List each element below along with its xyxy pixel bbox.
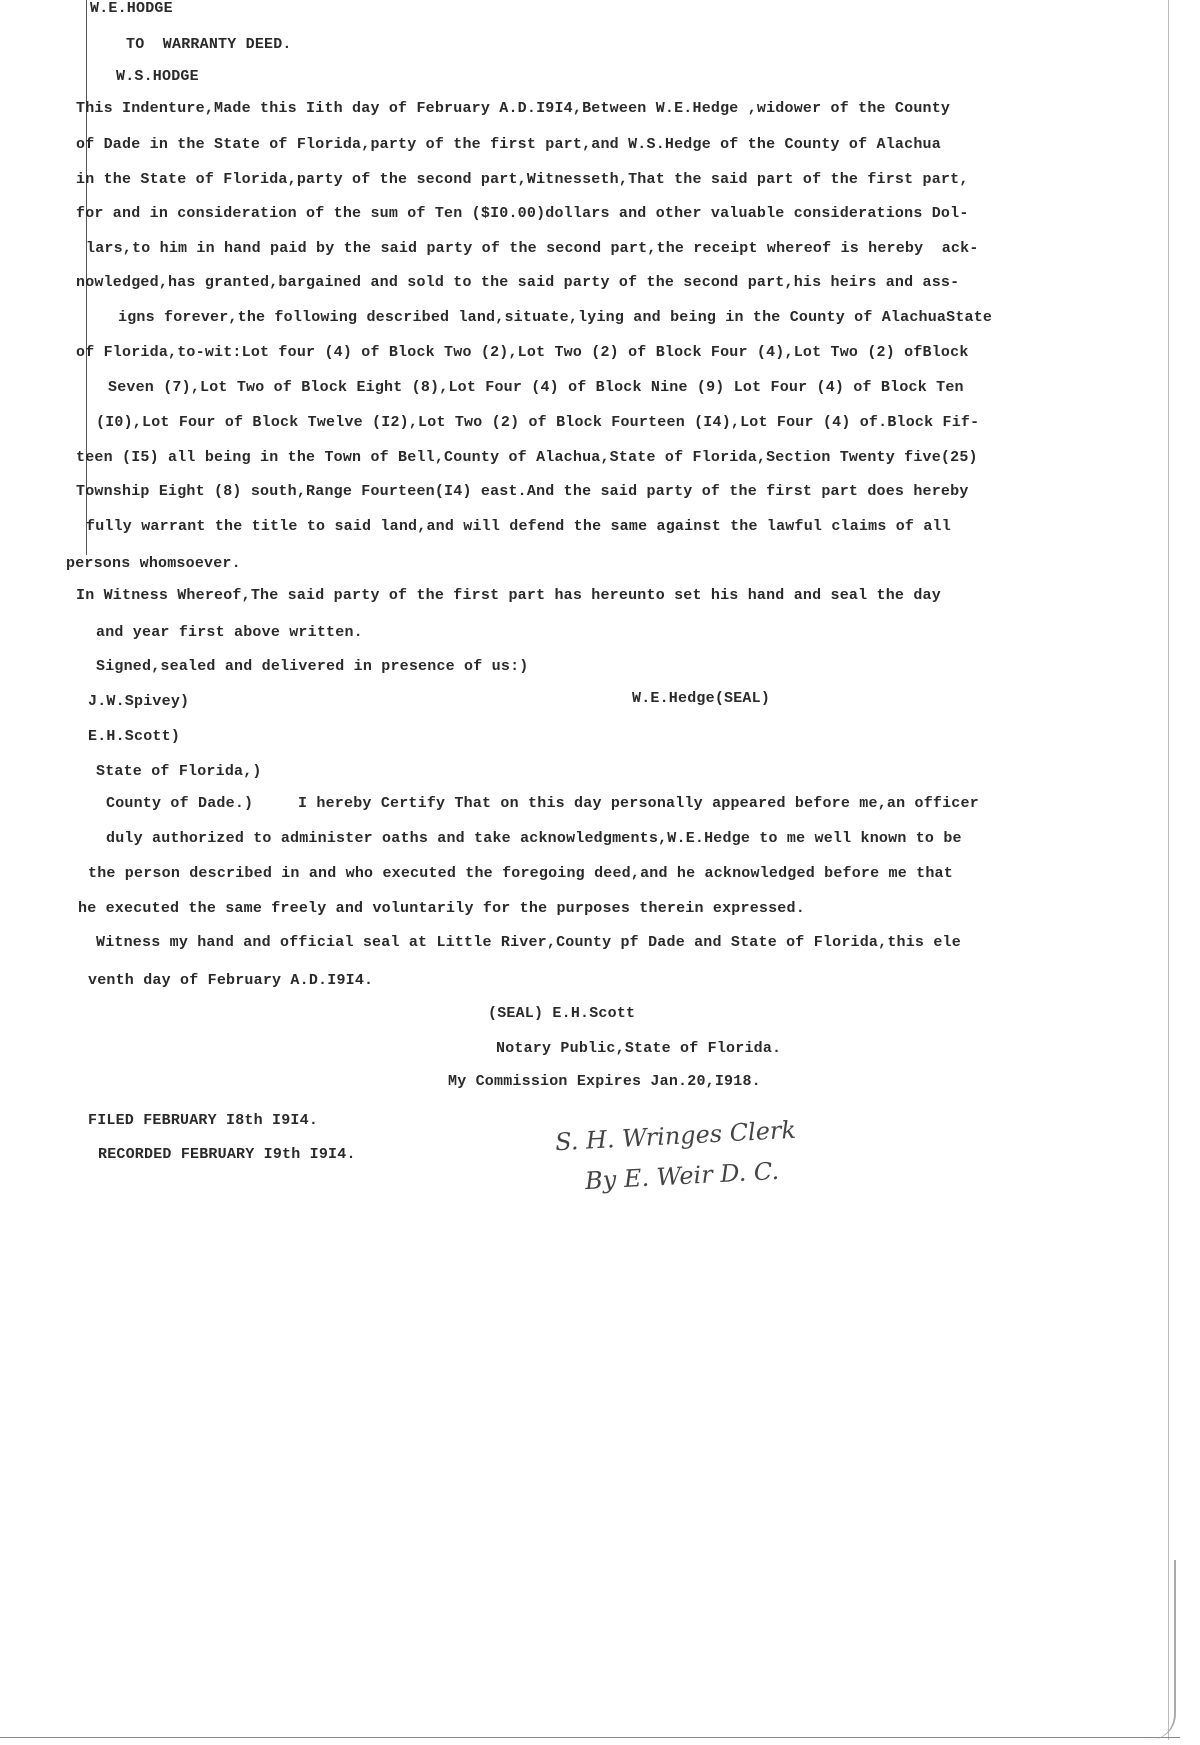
body-line: This Indenture,Made this Iith day of February A.D.I9I4,Between W.E.Hedge ,widower of the County <box>76 100 951 117</box>
filed-stamp: FILED FEBRUARY I8th I9I4. <box>88 1112 319 1129</box>
body-line: of Dade in the State of Florida,party of the first part,and W.S.Hedge of the County of Alachua <box>76 136 941 153</box>
body-line: for and in consideration of the sum of Ten ($I0.00)dollars and other valuable considerations Dol- <box>76 205 969 222</box>
body-line: in the State of Florida,party of the second part,Witnesseth,That the said part of the first part, <box>76 171 969 188</box>
ack-line: duly authorized to administer oaths and take acknowledgments,W.E.Hedge to me well known to be <box>106 830 962 847</box>
notary-seal: (SEAL) E.H.Scott <box>488 1005 636 1022</box>
recorded-stamp: RECORDED FEBRUARY I9th I9I4. <box>98 1146 356 1163</box>
grantee-heading: W.S.HODGE <box>116 68 199 85</box>
body-line: fully warrant the title to said land,and will defend the same against the lawful claims of all <box>86 518 951 535</box>
body-line: (I0),Lot Four of Block Twelve (I2),Lot Two (2) of Block Fourteen (I4),Lot Four (4) of.Block Fif- <box>96 414 980 431</box>
ack-line: I hereby Certify That on this day personally appeared before me,an officer <box>298 795 979 812</box>
body-line: lars,to him in hand paid by the said party of the second part,the receipt whereof is hereby ack- <box>86 240 979 257</box>
page-edge <box>1168 0 1169 1740</box>
document-title: TO WARRANTY DEED. <box>126 36 292 53</box>
ack-line: Witness my hand and official seal at Little River,County pf Dade and State of Florida,this ele <box>96 934 961 951</box>
body-line: Township Eight (8) south,Range Fourteen(I4) east.And the said party of the first part does hereby <box>76 483 969 500</box>
body-line: Signed,sealed and delivered in presence of us:) <box>96 658 529 675</box>
ack-line: he executed the same freely and voluntarily for the purposes therein expressed. <box>78 900 805 917</box>
ack-county: County of Dade.) <box>106 795 254 812</box>
body-line: and year first above written. <box>96 624 363 641</box>
body-line: igns forever,the following described land,situate,lying and being in the County of AlachuaState <box>118 309 993 326</box>
body-line: In Witness Whereof,The said party of the first part has hereunto set his hand and seal the day <box>76 587 941 604</box>
body-line: teen (I5) all being in the Town of Bell,County of Alachua,State of Florida,Section Twenty five(25) <box>76 449 978 466</box>
witness-name: E.H.Scott) <box>88 728 181 745</box>
grantor-signature: W.E.Hedge(SEAL) <box>632 690 771 707</box>
deputy-clerk-signature: By E. Weir D. C. <box>584 1156 780 1196</box>
notary-commission: My Commission Expires Jan.20,I918. <box>448 1073 761 1090</box>
ack-state: State of Florida,) <box>96 763 262 780</box>
body-line: persons whomsoever. <box>66 555 241 572</box>
body-line: Seven (7),Lot Two of Block Eight (8),Lot Four (4) of Block Nine (9) Lot Four (4) of Block Ten <box>108 379 964 396</box>
notary-title: Notary Public,State of Florida. <box>496 1040 782 1057</box>
grantor-heading: W.E.HODGE <box>90 0 173 17</box>
body-line: of Florida,to-wit:Lot four (4) of Block Two (2),Lot Two (2) of Block Four (4),Lot Two (2) ofBlock <box>76 344 969 361</box>
bottom-rule <box>0 1737 1180 1738</box>
page-curl <box>1150 1560 1176 1740</box>
body-line: nowledged,has granted,bargained and sold to the said party of the second part,his heirs and ass- <box>76 274 960 291</box>
clerk-signature: S. H. Wringes Clerk <box>554 1115 797 1157</box>
witness-name: J.W.Spivey) <box>88 693 190 710</box>
ack-line: the person described in and who executed the foregoing deed,and he acknowledged before me that <box>88 865 953 882</box>
ack-line: venth day of February A.D.I9I4. <box>88 972 374 989</box>
